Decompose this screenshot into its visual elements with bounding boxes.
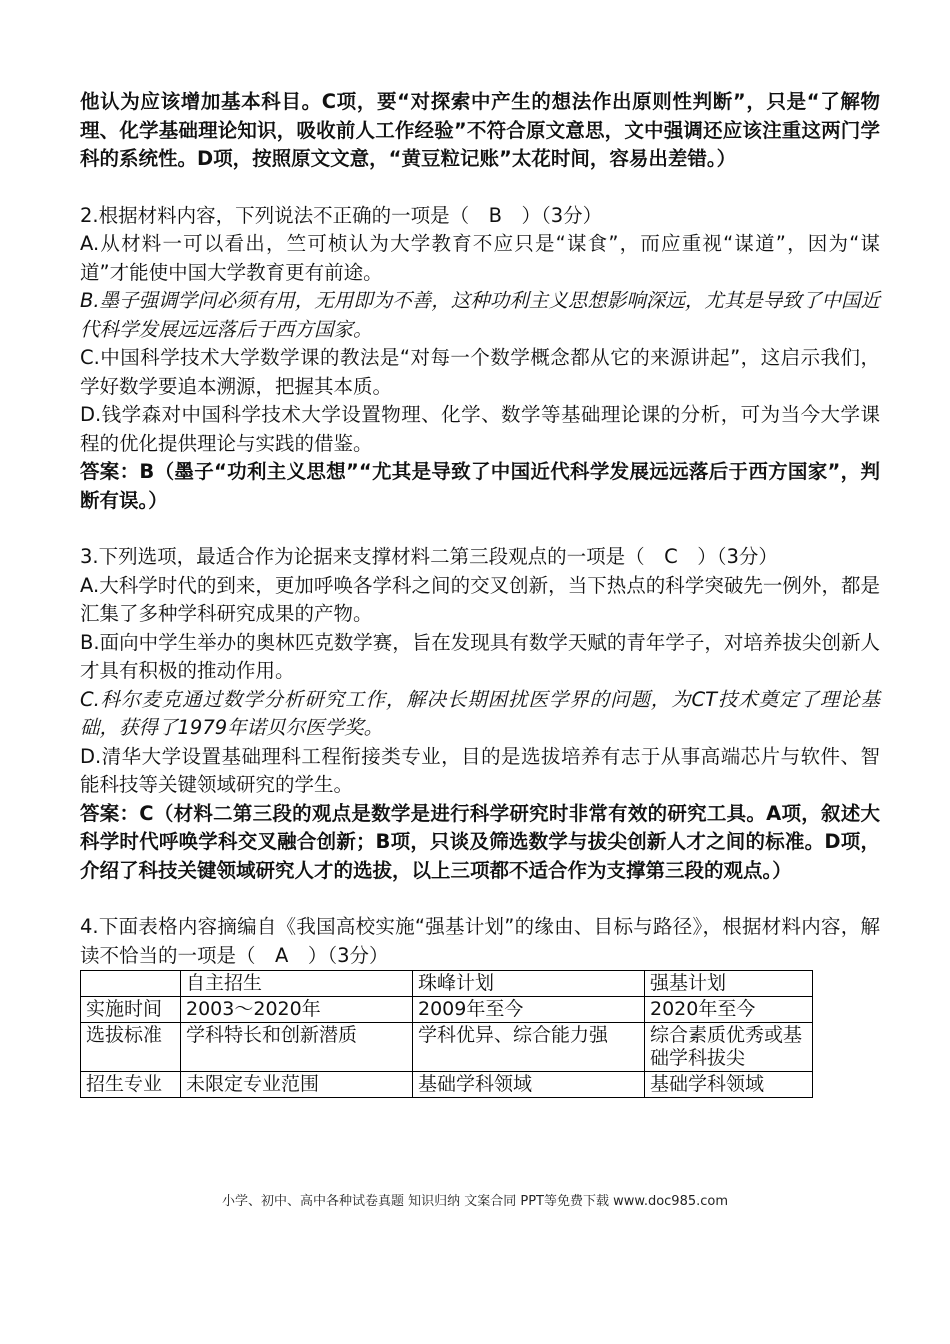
q2-option-b: B.墨子强调学问必须有用，无用即为不善，这种功利主义思想影响深远，尤其是导致了中国近代科学发展远远落后于西方国家。 xyxy=(80,289,880,341)
table-header-cell: 自主招生 xyxy=(181,971,413,997)
table-cell: 2020年至今 xyxy=(645,997,813,1023)
q2-option-c: C.中国科学技术大学数学课的教法是“对每一个数学概念都从它的来源讲起”，这启示我们，学好数学要追本溯源，把握其本质。 xyxy=(80,346,880,398)
table-header-cell: 强基计划 xyxy=(645,971,813,997)
page-footer[interactable]: 小学、初中、高中各种试卷真题 知识归纳 文案合同 PPT等免费下载 www.doc985.com xyxy=(221,1194,729,1209)
table-cell: 学科优异、综合能力强 xyxy=(413,1023,645,1072)
spacer xyxy=(80,885,880,913)
table-cell: 2003～2020年 xyxy=(181,997,413,1023)
table-cell: 实施时间 xyxy=(81,997,181,1023)
q4-stem: 4.下面表格内容摘编自《我国高校实施“强基计划”的缘由、目标与路径》，根据材料内容，解读不恰当的一项是（ A ）（3分） xyxy=(80,915,880,967)
table-cell: 2009年至今 xyxy=(413,997,645,1023)
table-cell: 基础学科领域 xyxy=(413,1072,645,1098)
table-row xyxy=(81,1072,813,1098)
intro-explanation: 他认为应该增加基本科目。C项，要“对探索中产生的想法作出原则性判断”，只是“了解物理、化学基础理论知识，吸收前人工作经验”不符合原文意思，文中强调还应该注重这两门学科的系统性。D项，按照原文文意，“黄豆粒记账”太花时间，容易出差错。） xyxy=(80,90,880,170)
spacer xyxy=(80,174,880,202)
table-cell: 招生专业 xyxy=(81,1072,181,1098)
q2-answer: 答案：B（墨子“功利主义思想”“尤其是导致了中国近代科学发展远远落后于西方国家”，判断有误。） xyxy=(80,460,880,512)
q3-answer: 答案：C（材料二第三段的观点是数学是进行科学研究时非常有效的研究工具。A项，叙述大科学时代呼唤学科交叉融合创新；B项，只谈及筛选数学与拔尖创新人才之间的标准。D项，介绍了科技关键领域研究人才的选拔，以上三项都不适合作为支撑第三段的观点。） xyxy=(80,801,880,882)
q2-option-a: A.从材料一可以看出，竺可桢认为大学教育不应只是“谋食”，而应重视“谋道”，因为“谋道”才能使中国大学教育更有前途。 xyxy=(80,232,880,284)
q3-option-d: D.清华大学设置基础理科工程衔接类专业，目的是选拔培养有志于从事高端芯片与软件、智能科技等关键领域研究的学生。 xyxy=(80,744,880,796)
table-cell: 选拔标准 xyxy=(81,1023,181,1072)
table-header-cell xyxy=(81,971,181,997)
q3-option-a: A.大科学时代的到来，更加呼唤各学科之间的交叉创新，当下热点的科学突破先一例外，都是汇集了多种学科研究成果的产物。 xyxy=(80,573,880,625)
q3-option-c: C.科尔麦克通过数学分析研究工作，解决长期困扰医学界的问题，为CT技术奠定了理论基础，获得了1979年诺贝尔医学奖。 xyxy=(80,687,880,739)
table-cell: 基础学科领域 xyxy=(645,1072,813,1098)
spacer xyxy=(80,515,880,543)
table-cell: 未限定专业范围 xyxy=(181,1072,413,1098)
table-header-cell: 珠峰计划 xyxy=(413,971,645,997)
q3-stem: 3.下列选项，最适合作为论据来支撑材料二第三段观点的一项是（ C ）（3分） xyxy=(80,545,778,568)
table-cell: 综合素质优秀或基础学科拔尖 xyxy=(645,1023,813,1072)
q3-option-b: B.面向中学生举办的奥林匹克数学赛，旨在发现具有数学天赋的青年学子，对培养拔尖创新人才具有积极的推动作用。 xyxy=(80,630,880,682)
table-row xyxy=(81,1023,813,1072)
table-header-row xyxy=(81,971,813,997)
comparison-table xyxy=(80,970,813,1098)
table-row xyxy=(81,997,813,1023)
q2-option-d: D.钱学森对中国科学技术大学设置物理、化学、数学等基础理论课的分析，可为当今大学课程的优化提供理论与实践的借鉴。 xyxy=(80,403,880,455)
q2-stem: 2.根据材料内容，下列说法不正确的一项是（ B ）（3分） xyxy=(80,203,603,227)
table-cell: 学科特长和创新潜质 xyxy=(181,1023,413,1072)
document-page xyxy=(80,88,880,1098)
